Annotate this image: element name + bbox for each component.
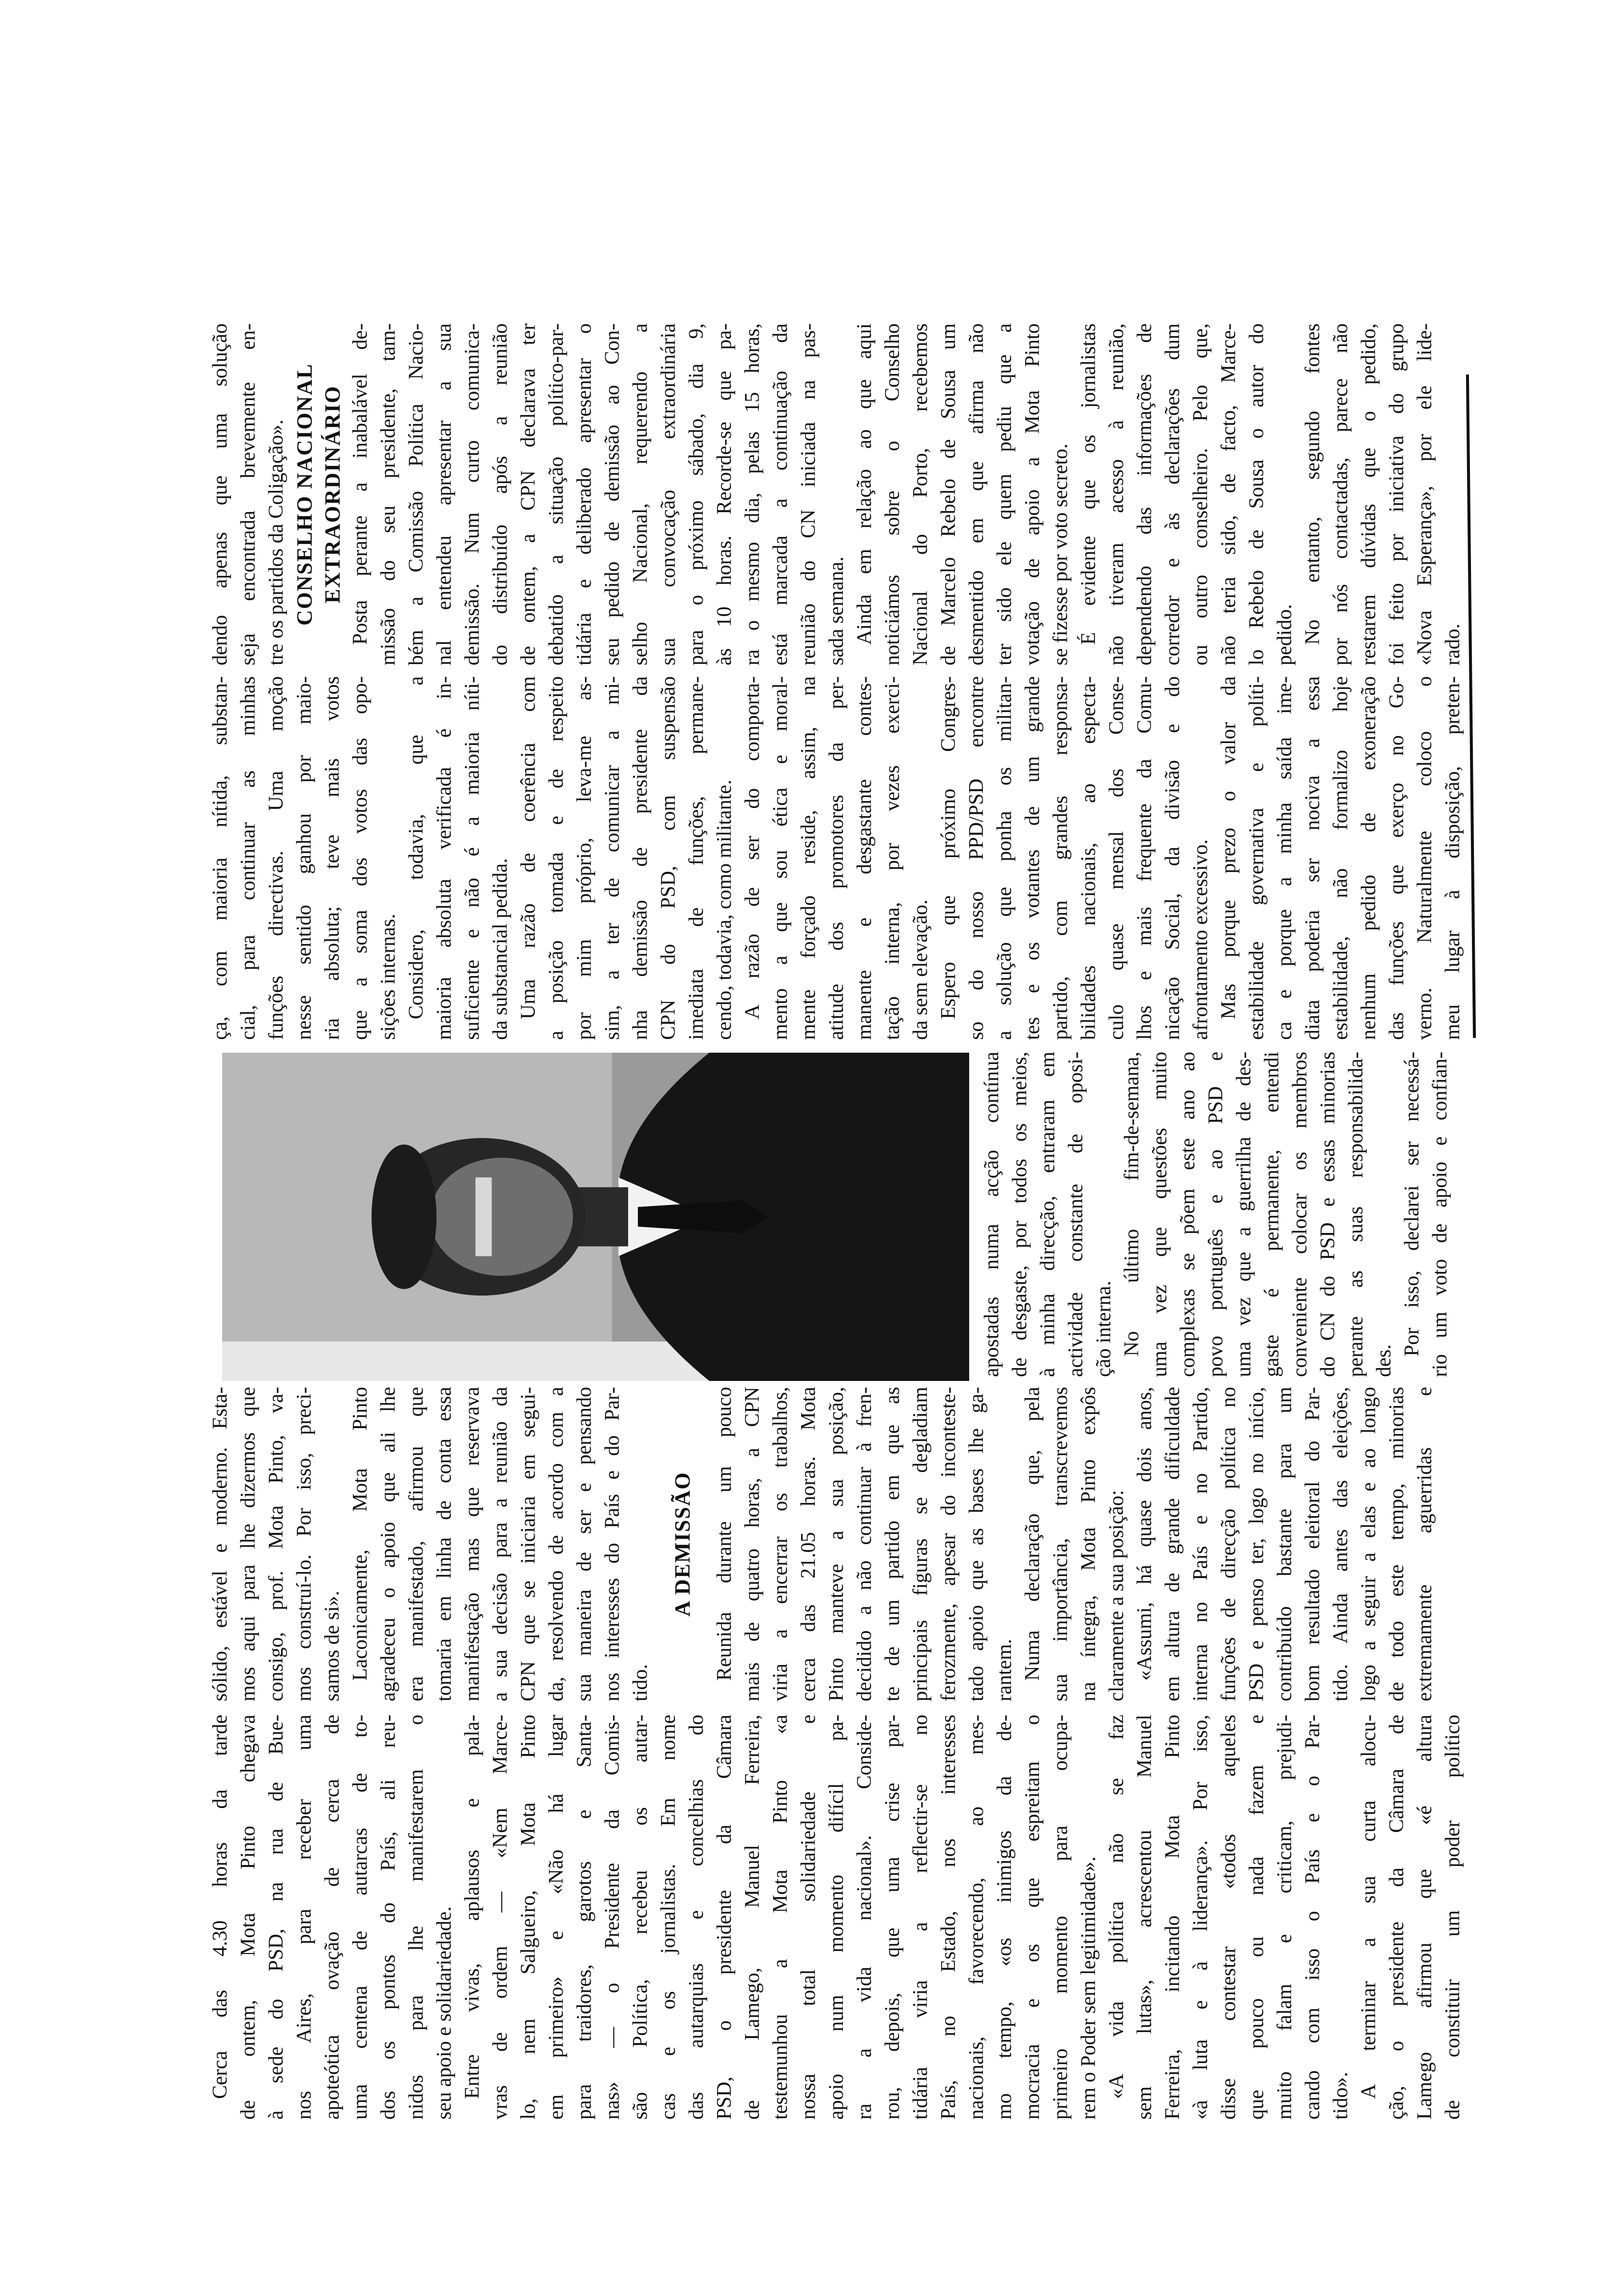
- text-line: das autarquias e concelhias do: [685, 1715, 708, 2120]
- section-heading: EXTRAORDINÁRIO: [320, 385, 345, 603]
- text-line: se fizesse por voto secreto.: [1049, 443, 1072, 665]
- text-line: testemunhou a Mota Pinto «a: [769, 1715, 792, 2120]
- text-line: lo Rebelo de Sousa o autor do: [1245, 323, 1268, 665]
- text-line: partido, com grandes responsa-: [1049, 676, 1072, 1040]
- text-line: são Política, recebeu os autar-: [629, 1715, 652, 2120]
- text-line: apoio num momento difícil pa-: [825, 1715, 848, 2120]
- text-line: so do nosso PPD/PSD encontre: [965, 676, 988, 1040]
- text-line: Cerca das 4.30 horas da tarde: [209, 1715, 231, 2099]
- text-line: No último fim-de-semana,: [1121, 1052, 1143, 1356]
- text-line: a posição tomada e de respeito: [545, 676, 568, 1040]
- text-line: nidos para lhe manifestarem o: [405, 1715, 428, 2120]
- text-line: lhos e mais frequente da Comu-: [1133, 676, 1156, 1040]
- paragraph: [1355, 1715, 1467, 2120]
- text-line: primeiro momento para ocupa-: [1049, 1715, 1072, 2120]
- text-line: logo a seguir a elas e ao longo: [1357, 1387, 1380, 1701]
- text-line: nacionais, favorecendo, ao mes-: [965, 1715, 988, 2120]
- text-line: extremamente aguerridas e: [1413, 1387, 1436, 1701]
- text-line: «A vida política não se faz: [1105, 1715, 1128, 2099]
- text-line: nal entendeu apresentar a sua: [433, 323, 456, 665]
- text-line: tado apoio que as bases lhe ga-: [965, 1387, 988, 1701]
- text-line: de Marcelo Rebelo de Sousa um: [937, 323, 960, 665]
- text-line: à sede do PSD, na rua de Bue-: [265, 1715, 288, 2120]
- text-line: sem lutas», acrescentou Manuel: [1133, 1715, 1156, 2120]
- text-line: às 10 horas. Recorde-se que pa-: [713, 323, 736, 665]
- text-line: reunião do CN iniciada na pas-: [797, 323, 820, 665]
- text-line: maioria absoluta verificada é in-: [433, 676, 456, 1040]
- text-line: debatido a situação político-par-: [545, 323, 568, 665]
- text-line: Nacional do Porto, recebemos: [909, 323, 932, 665]
- text-line: mento a que sou ética e moral-: [769, 676, 792, 1040]
- paragraph: [515, 676, 739, 1040]
- text-line: sua maneira de ser e pensando: [573, 1387, 596, 1701]
- text-line: decidido a não continuar à fren-: [853, 1387, 876, 1701]
- text-line: nos interesses do País e do Par-: [601, 1387, 624, 1701]
- article-column-1: [206, 1715, 1467, 2120]
- text-line: tes e os votantes de um grande: [1021, 676, 1044, 1040]
- text-line: principais figuras se degladiam: [909, 1387, 932, 1701]
- text-line: A terminar a sua curta alocu-: [1357, 1715, 1380, 2099]
- text-line: Uma razão de coerência com: [517, 676, 540, 1019]
- paragraph: [459, 1715, 1103, 2120]
- text-line: rantem.: [993, 1638, 1016, 1701]
- text-line: à minha direcção, entraram em: [1036, 1052, 1059, 1377]
- text-line: ção, o presidente da Câmara de: [1385, 1715, 1408, 2120]
- text-line: cendo, todavia, como militante.: [713, 779, 736, 1040]
- column-rule-divider: [1466, 374, 1476, 1038]
- text-line: funções de direcção política no: [1217, 1387, 1240, 1701]
- text-line: povo português e ao PSD e: [1205, 1052, 1227, 1377]
- text-line: des.: [1373, 1344, 1395, 1377]
- text-line: Pinto manteve a sua posição,: [825, 1387, 848, 1701]
- text-line: A razão de ser do comporta-: [741, 676, 764, 1019]
- text-line: «à luta e à liderança». Por isso,: [1189, 1715, 1212, 2120]
- text-line: Posta perante a inabalável de-: [349, 323, 372, 645]
- text-line: funções directivas. Uma moção: [265, 676, 288, 1040]
- portrait-photo: [222, 1053, 969, 1381]
- paragraph: [206, 1387, 346, 1701]
- text-line: a sua decisão para a reunião da: [489, 1387, 512, 1701]
- text-line: da, resolvendo de acordo com a: [545, 1387, 568, 1701]
- text-line: samos de si».: [321, 1590, 344, 1701]
- text-line: dendo apenas que uma solução: [209, 323, 231, 665]
- text-line: nenhum pedido de exoneração: [1357, 676, 1380, 1040]
- text-line: de ontem, Mota Pinto chegava: [237, 1715, 259, 2120]
- article-column-3: [978, 1052, 1454, 1377]
- text-line: do distribuído após a reunião: [489, 323, 512, 665]
- text-line: agradeceu o apoio que ali lhe: [377, 1387, 400, 1701]
- paragraph: [1398, 1052, 1454, 1377]
- text-line: atitude dos promotores da per-: [825, 676, 848, 1040]
- text-line: País, no Estado, nos interesses: [937, 1715, 960, 2120]
- text-line: sua importância, transcrevemos: [1049, 1387, 1072, 1701]
- text-line: uma vez que questões muito: [1149, 1052, 1171, 1377]
- paragraph: [206, 323, 290, 665]
- text-line: tidária viria a reflectir-se no: [909, 1715, 932, 2120]
- text-line: selho Nacional, requerendo a: [629, 323, 652, 665]
- text-line: tido».: [1329, 2072, 1352, 2120]
- text-line: meu lugar à disposição, preten-: [1441, 676, 1464, 1040]
- text-line: nesse sentido ganhou por maio-: [293, 676, 316, 1040]
- text-line: cas e os jornalistas. Em nome: [657, 1715, 680, 2120]
- text-line: mos aqui para lhe dizermos que: [237, 1387, 259, 1701]
- text-line: CPN do PSD, com suspensão: [657, 676, 680, 1040]
- text-line: ter sido ele quem pediu que a: [993, 323, 1016, 665]
- text-line: rou, depois, que uma crise par-: [881, 1715, 904, 2120]
- text-line: gaste é permanente, entendi: [1261, 1052, 1283, 1377]
- text-line: rio um voto de apoio e confian-: [1429, 1052, 1451, 1377]
- text-line: nossa total solidariedade e: [797, 1715, 820, 2120]
- text-line: restarem dúvidas que o pedido,: [1357, 323, 1380, 665]
- text-line: das funções que exerço no Go-: [1385, 676, 1408, 1040]
- text-line: cerca das 21.05 horas. Mota: [797, 1387, 820, 1701]
- text-line: estabilidade, não formalizo hoje: [1329, 676, 1352, 1040]
- text-line: verno. Naturalmente coloco o: [1413, 676, 1436, 1040]
- paragraph: [1075, 323, 1299, 665]
- text-line: mais de quatro horas, a CPN: [741, 1387, 764, 1701]
- article-column-2: [206, 1387, 1439, 1701]
- paragraph: [1118, 1052, 1398, 1377]
- text-line: sólido, estável e moderno. Esta-: [209, 1387, 231, 1701]
- text-line: votação de apoio a Mota Pinto: [1021, 323, 1044, 665]
- text-line: bilidades nacionais, ao especta-: [1077, 676, 1100, 1040]
- text-line: afrontamento excessivo.: [1189, 839, 1212, 1040]
- text-line: de ontem, a CPN declarava ter: [517, 323, 540, 665]
- section-heading: CONSELHO NACIONAL: [292, 363, 317, 626]
- text-line: Por isso, declarei ser necessá-: [1401, 1052, 1423, 1356]
- text-line: tação interna, por vezes exerci-: [881, 676, 904, 1040]
- paragraph: [978, 1052, 1118, 1377]
- text-line: em primeiro» e «Não há lugar: [545, 1715, 568, 2120]
- text-line: mo tempo, «os inimigos da de-: [993, 1715, 1016, 2120]
- paragraph: [1131, 1387, 1439, 1701]
- text-line: manente e desgastante contes-: [853, 676, 876, 1040]
- text-line: nicação Social, da divisão e do: [1161, 676, 1184, 1040]
- text-line: bom resultado eleitoral do Par-: [1301, 1387, 1324, 1701]
- text-line: ção interna.: [1093, 1281, 1115, 1377]
- text-line: não tiveram acesso à reunião,: [1105, 323, 1128, 665]
- text-line: actividade constante de oposi-: [1065, 1052, 1087, 1377]
- text-line: mocracia e os que espreitam o: [1021, 1715, 1044, 2120]
- text-line: era manifestado, afirmou que: [405, 1387, 428, 1701]
- text-line: disse contestar «todos aqueles: [1217, 1715, 1240, 2120]
- text-line: de desgaste, por todos os meios,: [1008, 1052, 1031, 1377]
- text-line: tidária e deliberado apresentar o: [573, 323, 596, 665]
- text-line: que pouco ou nada fazem e: [1245, 1715, 1268, 2120]
- paragraph: [346, 1387, 655, 1701]
- text-line: Lamego afirmou que «é altura: [1413, 1715, 1436, 2120]
- paragraph: [1103, 1715, 1355, 2120]
- text-line: «Assumi, há quase dois anos,: [1133, 1387, 1156, 1681]
- article-column-4: [206, 676, 1467, 1040]
- text-line: foi feito por iniciativa do grupo: [1385, 323, 1408, 665]
- portrait-image: [222, 1053, 969, 1381]
- text-line: sada semana.: [825, 556, 848, 665]
- text-line: dos os pontos do País, ali reu-: [377, 1715, 400, 2120]
- text-line: complexas se põem este ano ao: [1177, 1052, 1199, 1377]
- text-line: pedido.: [1273, 604, 1296, 665]
- text-line: ria absoluta; teve mais votos: [321, 676, 344, 1040]
- text-line: contribuído bastante para um: [1273, 1387, 1296, 1701]
- text-line: imediata de funções, permane-: [685, 676, 708, 1040]
- text-line: rado.: [1441, 623, 1464, 665]
- text-line: suficiente e não é a maioria níti-: [461, 676, 484, 1040]
- text-line: mos construí-lo. Por isso, preci-: [293, 1387, 316, 1701]
- text-line: consigo, prof. Mota Pinto, va-: [265, 1387, 288, 1701]
- text-line: da sem elevação.: [909, 899, 932, 1040]
- text-line: viria a encerrar os trabalhos,: [769, 1387, 792, 1701]
- text-line: Ferreira, incitando Mota Pinto: [1161, 1715, 1184, 2120]
- text-line: cando com isso o País e o Par-: [1301, 1715, 1324, 2120]
- text-line: te de um partido em que as: [881, 1387, 904, 1701]
- text-line: ra o mesmo dia, pelas 15 horas,: [741, 323, 764, 665]
- paragraph: [851, 323, 1075, 665]
- text-line: nha demissão de presidente da: [629, 676, 652, 1040]
- paragraph: [403, 676, 515, 1040]
- text-line: de Lamego, Manuel Ferreira,: [741, 1715, 764, 2120]
- text-line: CPN que se iniciaria em segui-: [517, 1387, 540, 1701]
- paragraph: [1019, 1387, 1131, 1701]
- text-line: dependendo das informações de: [1133, 323, 1156, 665]
- paragraph: [206, 1715, 459, 2120]
- paragraph: [935, 676, 1215, 1040]
- text-line: nos Aires, para receber uma: [293, 1715, 316, 2120]
- text-line: seja encontrada brevemente en-: [237, 323, 259, 665]
- paragraph: [1215, 676, 1467, 1040]
- text-line: do CN do PSD e essas minorias: [1317, 1052, 1339, 1377]
- text-line: ça, com maioria nítida, substan-: [209, 676, 231, 1040]
- text-line: na íntegra, Mota Pinto expôs: [1077, 1387, 1100, 1701]
- text-line: Mas porque prezo o valor da: [1217, 676, 1240, 1019]
- text-line: diata poderia ser nociva a essa: [1301, 676, 1324, 1040]
- text-line: a solução que ponha os militan-: [993, 676, 1016, 1040]
- text-line: lo, nem Salgueiro, Mota Pinto: [517, 1715, 540, 2120]
- text-line: muito falam e criticam, prejudi-: [1273, 1715, 1296, 2120]
- text-line: interna no País e no Partido,: [1189, 1387, 1212, 1701]
- text-line: PSD, o presidente da Câmara: [713, 1715, 736, 2120]
- text-line: uma centena de autarcas de to-: [349, 1715, 372, 2120]
- paragraph: [206, 676, 403, 1040]
- text-line: sim, a ter de comunicar a mi-: [601, 676, 624, 1040]
- text-line: apostadas numa acção contínua: [980, 1052, 1003, 1377]
- text-line: ra a vida nacional». Conside-: [853, 1715, 876, 2120]
- text-line: sua convocação extraordinária: [657, 323, 680, 665]
- text-line: para traidores, garotos e Santa-: [573, 1715, 596, 2120]
- text-line: No entanto, segundo fontes: [1301, 323, 1324, 645]
- text-line: vras de ordem — «Nem Marce-: [489, 1715, 512, 2120]
- text-line: conveniente colocar os membros: [1289, 1052, 1311, 1377]
- text-line: missão do seu presidente, tam-: [377, 323, 400, 665]
- text-line: de todo este tempo, minorias: [1385, 1387, 1408, 1701]
- paragraph: [711, 1387, 1019, 1701]
- text-line: bém a Comissão Política Nacio-: [405, 323, 428, 665]
- text-line: noticiámos sobre o Conselho: [881, 323, 904, 665]
- text-line: seu pedido de demissão ao Con-: [601, 323, 624, 665]
- text-line: Reunida durante um pouco: [713, 1387, 736, 1681]
- text-line: está marcada a continuação da: [769, 323, 792, 665]
- text-line: mente forçado reside, assim, na: [797, 676, 820, 1040]
- text-line: ca e porque a minha saída ime-: [1273, 676, 1296, 1040]
- text-line: para o próximo sábado, dia 9,: [685, 323, 708, 665]
- text-line: «Nova Esperança», por ele lide-: [1413, 323, 1436, 665]
- section-heading: A DEMISSÃO: [670, 1471, 694, 1617]
- text-line: Entre vivas, aplausos e pala-: [461, 1715, 484, 2099]
- text-line: manifestação mas que reservava: [461, 1387, 484, 1701]
- text-line: uma vez que a guerrilha de des-: [1233, 1052, 1255, 1377]
- text-line: tido. Ainda antes das eleições,: [1329, 1387, 1352, 1701]
- text-line: corredor e às declarações dum: [1161, 323, 1184, 665]
- text-line: desmentido em que afirma não: [965, 323, 988, 665]
- text-line: Ainda em relação ao que aqui: [853, 323, 876, 645]
- text-line: da substancial pedida.: [489, 858, 512, 1040]
- text-line: que a soma dos votos das opo-: [349, 676, 372, 1040]
- text-line: seu apoio e solidariedade.: [433, 1906, 456, 2120]
- text-line: por nós contactadas, parece não: [1329, 323, 1352, 665]
- text-line: estabilidade governativa e políti-: [1245, 676, 1268, 1040]
- text-line: Laconicamente, Mota Pinto: [349, 1387, 372, 1681]
- text-line: É evidente que os jornalistas: [1077, 323, 1100, 645]
- text-line: Considero, todavia, que a: [405, 676, 428, 1019]
- text-line: tido.: [629, 1664, 652, 1701]
- text-line: demissão. Num curto comunica-: [461, 323, 484, 665]
- text-line: ferozmente, apesar do inconteste-: [937, 1387, 960, 1701]
- text-line: em altura de grande dificuldade: [1161, 1387, 1184, 1701]
- text-line: tre os partidos da Coligação».: [265, 419, 288, 665]
- text-line: ou outro conselheiro. Pelo que,: [1189, 323, 1212, 665]
- text-line: Numa declaração que, pela: [1021, 1387, 1044, 1681]
- text-line: de constituir um poder político: [1441, 1715, 1464, 2120]
- paragraph: [1299, 323, 1467, 665]
- text-line: nas» — o Presidente da Comis-: [601, 1715, 624, 2120]
- text-line: não teria sido, de facto, Marce-: [1217, 323, 1240, 665]
- text-line: apoteótica ovação de cerca de: [321, 1715, 344, 2120]
- text-line: tomaria em linha de conta essa: [433, 1387, 456, 1701]
- text-line: por mim próprio, leva-me as-: [573, 676, 596, 1040]
- text-line: cial, para continuar as minhas: [237, 676, 259, 1040]
- text-line: PSD e penso ter, logo no início,: [1245, 1387, 1268, 1701]
- paragraph: [739, 676, 935, 1040]
- text-line: perante as suas responsabilida-: [1345, 1052, 1367, 1377]
- paragraph: [346, 323, 851, 665]
- text-line: sições internas.: [377, 914, 400, 1040]
- text-line: culo quase mensal dos Conse-: [1105, 676, 1128, 1040]
- text-line: rem o Poder sem legitimidade».: [1077, 1856, 1100, 2120]
- text-line: claramente a sua posição:: [1105, 1490, 1128, 1701]
- text-line: Espero que próximo Congres-: [937, 676, 960, 1019]
- article-column-5: [206, 323, 1467, 665]
